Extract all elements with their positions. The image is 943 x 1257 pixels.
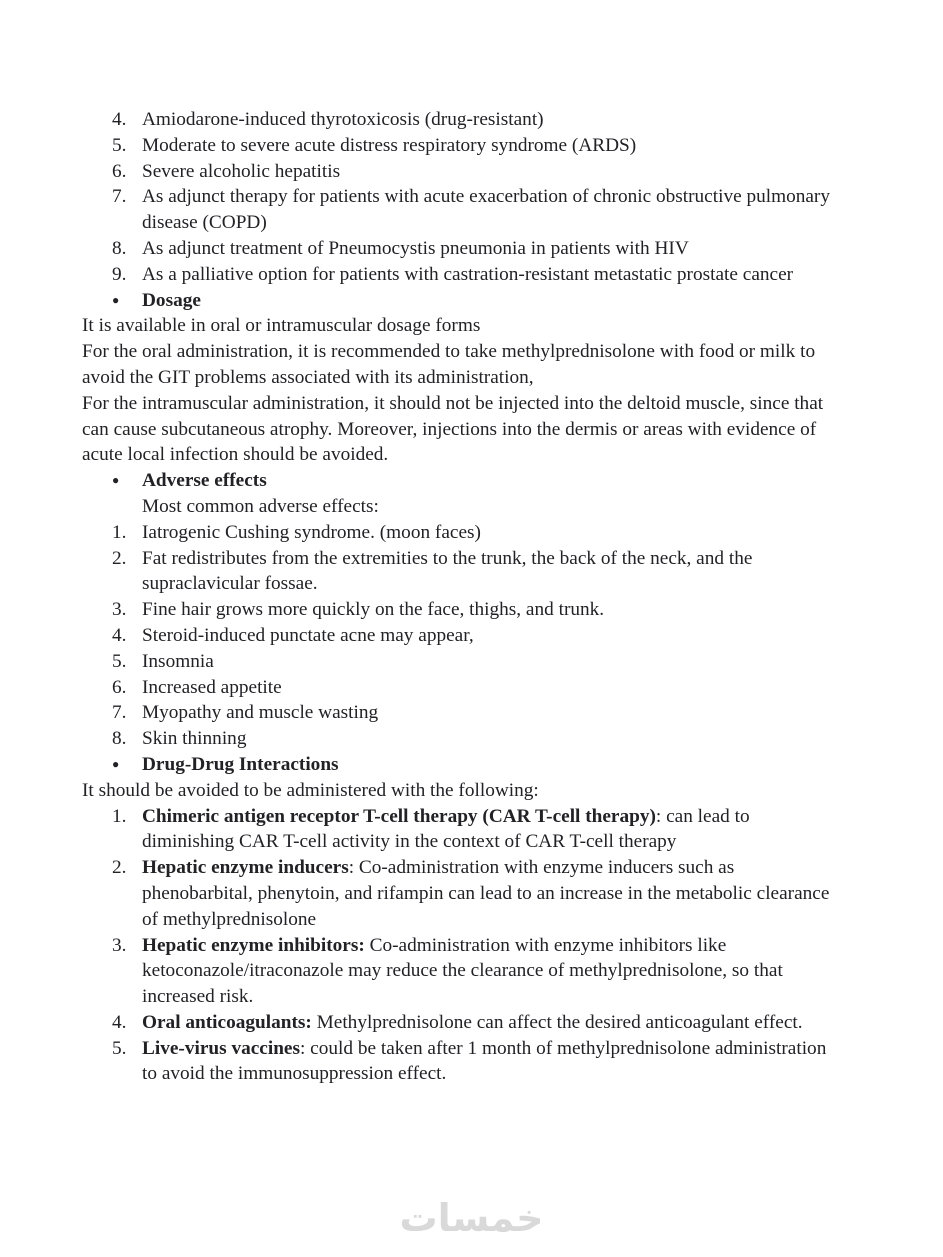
item-text-run: Skin thinning xyxy=(142,728,247,750)
list-item xyxy=(82,933,834,1010)
paragraph: For the intramuscular administration, it should not be injected into the deltoid muscle, since that can cause subcutaneous atrophy. Moreover, injections into the dermis or areas with evidence of acute local infection should be avoided. xyxy=(82,392,824,466)
list-item xyxy=(82,1036,834,1088)
item-text-run: As adjunct treatment of Pneumocystis pneumonia in patients with HIV xyxy=(142,237,689,259)
item-text-run: : could be taken after 1 month of methylprednisolone administration to avoid the immunosuppression effect. xyxy=(142,1037,827,1085)
list-number: 5. xyxy=(112,1037,127,1059)
list-number: 3. xyxy=(112,599,127,621)
list-number: 5. xyxy=(112,650,127,672)
section-heading: Adverse effects xyxy=(142,470,267,492)
list-item xyxy=(82,468,834,494)
list-item xyxy=(82,700,834,726)
list-number: 6. xyxy=(112,160,127,182)
list-item-text xyxy=(142,236,834,262)
term-bold: Chimeric antigen receptor T-cell therapy (CAR T-cell therapy) xyxy=(142,805,656,827)
list-item xyxy=(82,1010,834,1036)
item-text-run: Most common adverse effects: xyxy=(142,495,379,517)
item-text-run: Fine hair grows more quickly on the face, thighs, and trunk. xyxy=(142,599,605,621)
item-text-run: : can lead to diminishing CAR T-cell activity in the context of CAR T-cell therapy xyxy=(142,805,750,853)
document-content xyxy=(82,107,834,1087)
item-text-run: Iatrogenic Cushing syndrome. (moon faces) xyxy=(142,521,481,543)
list-item-text xyxy=(142,546,834,598)
list-item-text xyxy=(142,184,834,236)
paragraph: It should be avoided to be administered with the following: xyxy=(82,779,539,801)
list-number: 4. xyxy=(112,109,127,130)
list-item xyxy=(82,262,834,288)
list-item-text xyxy=(142,494,834,520)
list-block xyxy=(82,468,834,778)
list-item-text xyxy=(142,804,834,856)
list-item xyxy=(82,726,834,752)
list-block xyxy=(82,107,834,313)
list-number: 8. xyxy=(112,237,127,259)
list-item-text xyxy=(142,133,834,159)
list-item-text xyxy=(142,597,834,623)
list-item xyxy=(82,546,834,598)
term-bold: Oral anticoagulants: xyxy=(142,1011,312,1033)
item-text-run: Methylprednisolone can affect the desired anticoagulant effect. xyxy=(311,1011,803,1033)
paragraph: It is available in oral or intramuscular dosage forms xyxy=(82,315,481,337)
list-number: 2. xyxy=(112,857,127,879)
list-item xyxy=(82,649,834,675)
item-text-run: As adjunct therapy for patients with acute exacerbation of chronic obstructive pulmonary disease (COPD) xyxy=(142,186,830,234)
list-item-text xyxy=(142,1010,834,1036)
bullet-icon: ● xyxy=(112,473,120,488)
list-item xyxy=(82,855,834,932)
term-bold: Live-virus vaccines xyxy=(142,1037,300,1059)
list-item xyxy=(82,107,834,133)
list-item xyxy=(82,520,834,546)
paragraph: For the oral administration, it is recommended to take methylprednisolone with food or milk to avoid the GIT problems associated with its administration, xyxy=(82,341,816,388)
list-item-text xyxy=(142,933,834,1010)
list-item-text xyxy=(142,752,834,778)
list-block xyxy=(82,804,834,1088)
list-number: 1. xyxy=(112,805,127,827)
list-number: 8. xyxy=(112,728,127,750)
item-text-run: Amiodarone-induced thyrotoxicosis (drug-resistant) xyxy=(142,109,544,130)
item-text-run: Myopathy and muscle wasting xyxy=(142,702,379,724)
section-heading: Dosage xyxy=(142,289,201,311)
list-item xyxy=(82,288,834,314)
list-item-text xyxy=(142,288,834,314)
list-item-text xyxy=(142,649,834,675)
list-item-text xyxy=(142,107,834,133)
list-item-text xyxy=(142,468,834,494)
list-number: 2. xyxy=(112,547,127,569)
item-text-run: Severe alcoholic hepatitis xyxy=(142,160,341,182)
term-bold: Hepatic enzyme inducers xyxy=(142,857,349,879)
list-item-text xyxy=(142,675,834,701)
list-number: 9. xyxy=(112,263,127,285)
item-text-run: Steroid-induced punctate acne may appear, xyxy=(142,624,474,646)
list-number: 7. xyxy=(112,186,127,208)
item-text-run: Insomnia xyxy=(142,650,214,672)
bullet-icon: ● xyxy=(112,292,120,307)
list-item-text xyxy=(142,855,834,932)
list-item-text xyxy=(142,726,834,752)
watermark-text: خمسات xyxy=(399,1196,544,1240)
list-item xyxy=(82,159,834,185)
list-item xyxy=(82,752,834,778)
list-item xyxy=(82,184,834,236)
item-text-run: Moderate to severe acute distress respiratory syndrome (ARDS) xyxy=(142,134,637,156)
term-bold: Hepatic enzyme inhibitors: xyxy=(142,934,365,956)
list-number: 6. xyxy=(112,676,127,698)
list-item xyxy=(82,494,834,520)
bullet-icon: ● xyxy=(112,756,120,771)
list-item xyxy=(82,133,834,159)
list-item-text xyxy=(142,700,834,726)
list-number: 1. xyxy=(112,521,127,543)
list-item xyxy=(82,597,834,623)
list-item-text xyxy=(142,159,834,185)
list-number: 3. xyxy=(112,934,127,956)
item-text-run: Fat redistributes from the extremities to the trunk, the back of the neck, and the supraclavicular fossae. xyxy=(142,547,753,595)
item-text-run: Increased appetite xyxy=(142,676,282,698)
list-item-text xyxy=(142,623,834,649)
list-item xyxy=(82,804,834,856)
list-item xyxy=(82,675,834,701)
section-heading: Drug-Drug Interactions xyxy=(142,753,339,775)
list-number: 5. xyxy=(112,134,127,156)
list-item xyxy=(82,623,834,649)
list-item-text xyxy=(142,520,834,546)
item-text-run: Co-administration with enzyme inhibitors like ketoconazole/itraconazole may reduce the clearance of methylprednisolone, so that increased risk. xyxy=(142,934,783,1008)
list-item-text xyxy=(142,262,834,288)
item-text-run: As a palliative option for patients with castration-resistant metastatic prostate cancer xyxy=(142,263,794,285)
list-item-text xyxy=(142,1036,834,1088)
list-item xyxy=(82,236,834,262)
item-text-run: : Co-administration with enzyme inducers such as phenobarbital, phenytoin, and rifampin can lead to an increase in the metabolic clearance of methylprednisolone xyxy=(142,857,830,930)
list-number: 7. xyxy=(112,702,127,724)
list-number: 4. xyxy=(112,1011,127,1033)
list-number: 4. xyxy=(112,624,127,646)
